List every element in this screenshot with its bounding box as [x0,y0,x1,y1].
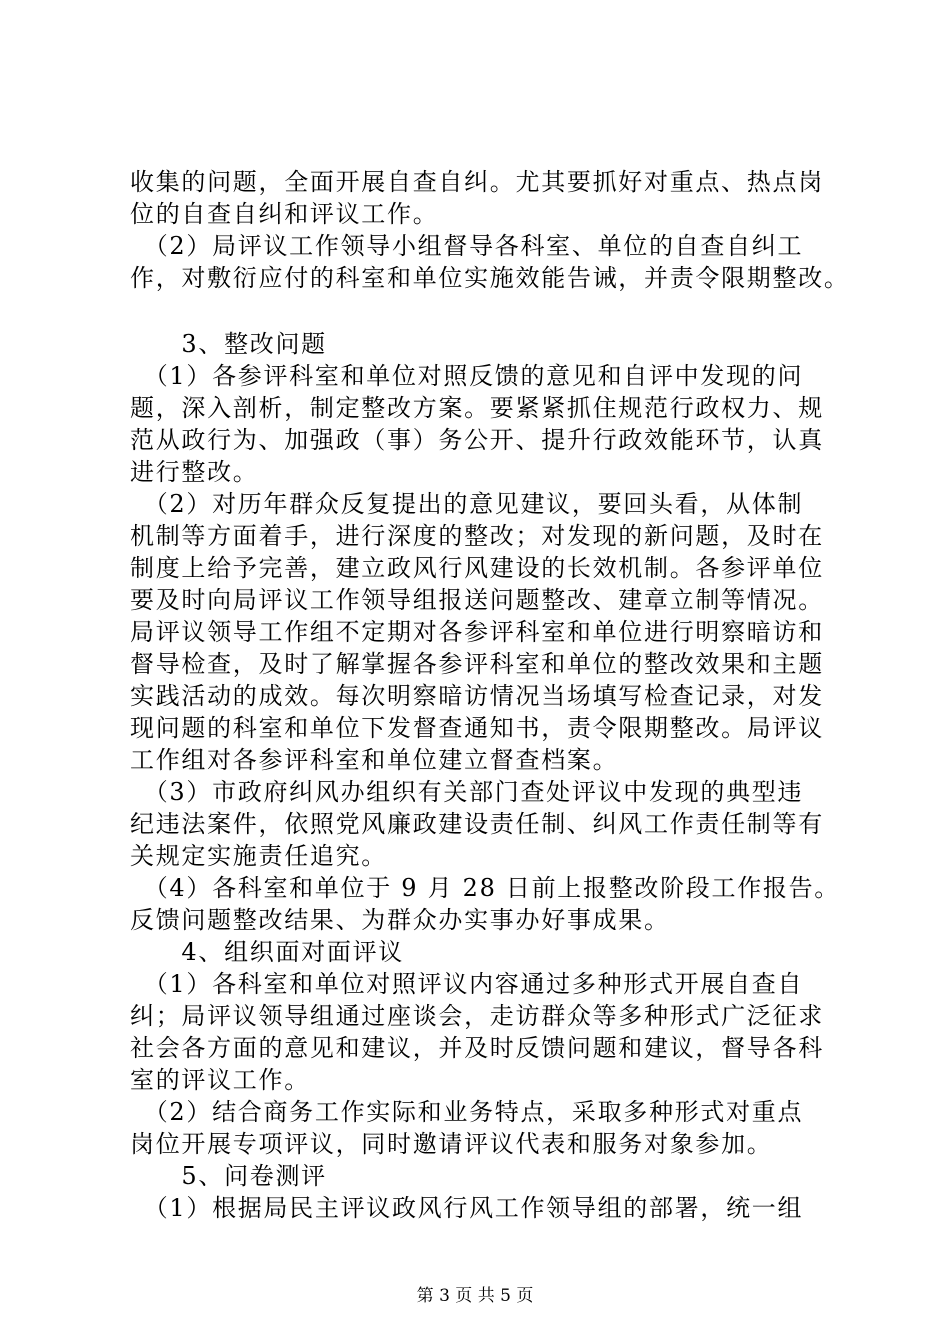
section-heading: 3、整改问题 [130,330,327,358]
text-line: 题，深入剖析，制定整改方案。要紧紧抓住规范行政权力、规 [130,394,824,422]
text-line: 范从政行为、加强政（事）务公开、提升行政效能环节，认真 [130,426,824,454]
text-line: （2）局评议工作领导小组督导各科室、单位的自查自纠工 [130,232,804,260]
text-line: 位的自查自纠和评议工作。 [130,200,439,228]
text-line: 收集的问题，全面开展自查自纠。尤其要抓好对重点、热点岗 [130,168,824,196]
text-line: 进行整改。 [130,458,259,486]
text-line: （4）各科室和单位于 9 月 28 日前上报整改阶段工作报告。 [130,874,840,902]
text-line: （1）各科室和单位对照评议内容通过多种形式开展自查自 [130,970,804,998]
text-line: 作，对敷衍应付的科室和单位实施效能告诫，并责令限期整改。 [130,264,850,292]
text-line: 局评议领导工作组不定期对各参评科室和单位进行明察暗访和 [130,618,824,646]
text-line: 现问题的科室和单位下发督查通知书，责令限期整改。局评议 [130,714,824,742]
text-line: 反馈问题整改结果、为群众办实事办好事成果。 [130,906,670,934]
text-line: （3）市政府纠风办组织有关部门查处评议中发现的典型违 [130,778,804,806]
text-line: 纠；局评议领导组通过座谈会，走访群众等多种形式广泛征求 [130,1002,824,1030]
section-heading: 4、组织面对面评议 [130,938,404,966]
text-line: 机制等方面着手，进行深度的整改；对发现的新问题，及时在 [130,522,824,550]
text-line: 室的评议工作。 [130,1066,310,1094]
text-line: 督导检查，及时了解掌握各参评科室和单位的整改效果和主题 [130,650,824,678]
text-line: 制度上给予完善，建立政风行风建设的长效机制。各参评单位 [130,554,824,582]
page-number-footer: 第 3 页 共 5 页 [416,1286,534,1306]
text-line: 关规定实施责任追究。 [130,842,387,870]
section-heading: 5、问卷测评 [130,1162,327,1190]
text-line: 岗位开展专项评议，同时邀请评议代表和服务对象参加。 [130,1130,773,1158]
text-line: （1）根据局民主评议政风行风工作领导组的部署，统一组 [130,1194,804,1222]
text-line: 要及时向局评议工作领导组报送问题整改、建章立制等情况。 [130,586,824,614]
text-line: （2）对历年群众反复提出的意见建议，要回头看，从体制 [130,490,804,518]
text-line: （1）各参评科室和单位对照反馈的意见和自评中发现的问 [130,362,804,390]
text-line: 实践活动的成效。每次明察暗访情况当场填写检查记录，对发 [130,682,824,710]
text-line: 社会各方面的意见和建议，并及时反馈问题和建议，督导各科 [130,1034,824,1062]
text-line: 纪违法案件，依照党风廉政建设责任制、纠风工作责任制等有 [130,810,824,838]
text-line: 工作组对各参评科室和单位建立督查档案。 [130,746,619,774]
text-line: （2）结合商务工作实际和业务特点，采取多种形式对重点 [130,1098,804,1126]
